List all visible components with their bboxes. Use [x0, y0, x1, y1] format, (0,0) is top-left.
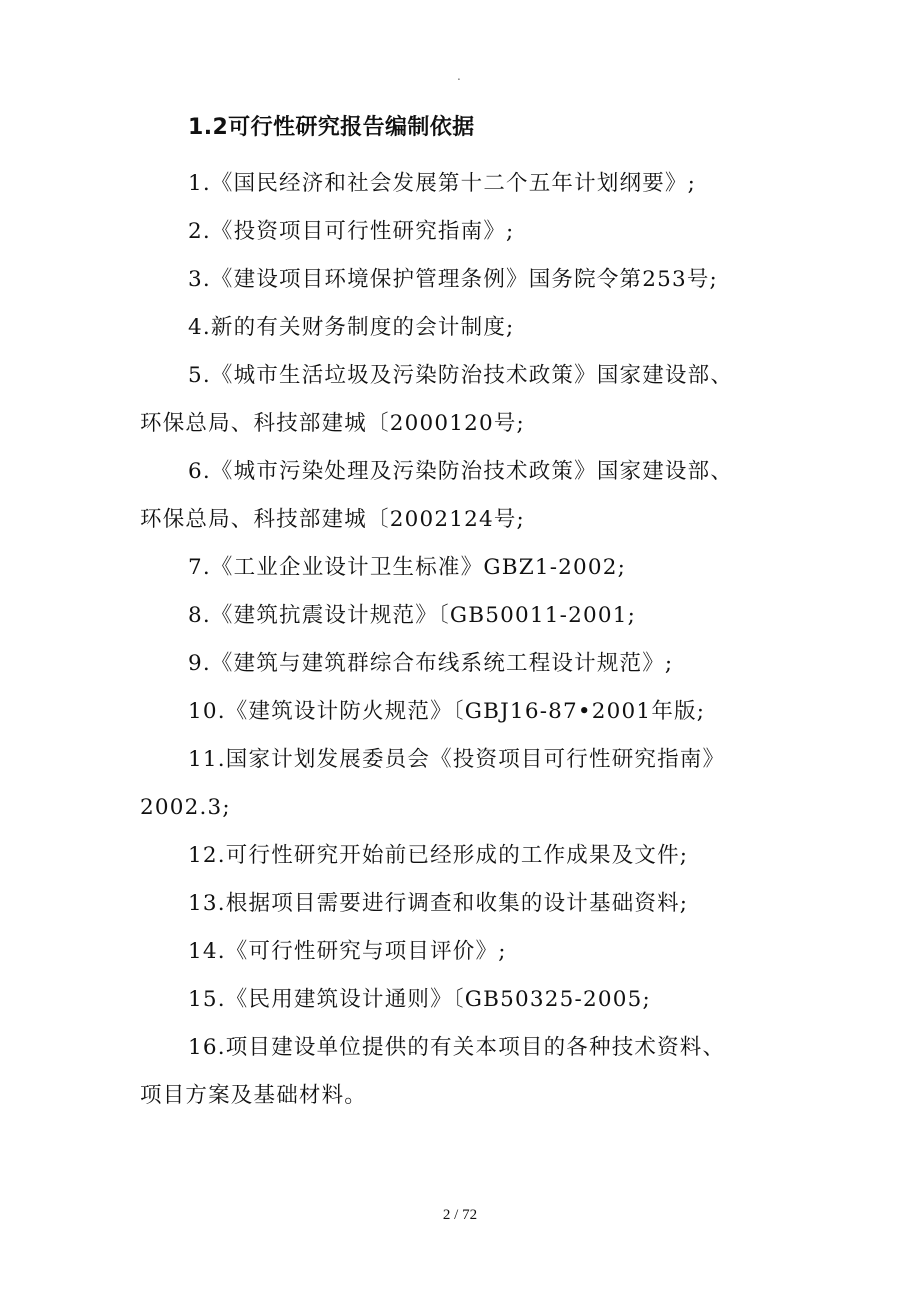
- list-item: 1.《国民经济和社会发展第十二个五年计划纲要》;: [188, 171, 697, 196]
- page-number: 2 / 72: [442, 1207, 478, 1223]
- list-item-line: 环保总局、科技部建城〔2002124号;: [140, 507, 525, 532]
- list-item: [140, 736, 780, 832]
- list-item: 8.《建筑抗震设计规范》〔GB50011-2001;: [188, 603, 637, 628]
- header-mark: .: [457, 69, 461, 83]
- list-item: 3.《建设项目环境保护管理条例》国务院令第253号;: [188, 267, 718, 292]
- reference-list: [140, 160, 780, 1120]
- list-item-line: 2002.3;: [140, 795, 231, 820]
- list-item: 7.《工业企业设计卫生标准》GBZ1-2002;: [188, 555, 627, 580]
- list-item-line: 6.《城市污染处理及污染防治技术政策》国家建设部、: [188, 459, 734, 484]
- list-item: 15.《民用建筑设计通则》〔GB50325-2005;: [188, 987, 651, 1012]
- list-item: 4.新的有关财务制度的会计制度;: [188, 315, 515, 340]
- list-item-line: 5.《城市生活垃圾及污染防治技术政策》国家建设部、: [188, 363, 734, 388]
- list-item-line: 16.项目建设单位提供的有关本项目的各种技术资料、: [188, 1035, 726, 1060]
- list-item-line: 11.国家计划发展委员会《投资项目可行性研究指南》: [188, 747, 726, 772]
- list-item: 12.可行性研究开始前已经形成的工作成果及文件;: [188, 843, 689, 868]
- list-item-line: 环保总局、科技部建城〔2000120号;: [140, 411, 525, 436]
- list-item: 9.《建筑与建筑群综合布线系统工程设计规范》;: [188, 651, 674, 676]
- list-item: 10.《建筑设计防火规范》〔GBJ16-87•2001年版;: [188, 699, 706, 724]
- section-title: 1.2可行性研究报告编制依据: [188, 115, 475, 140]
- list-item: 13.根据项目需要进行调查和收集的设计基础资料;: [188, 891, 689, 916]
- list-item: 2.《投资项目可行性研究指南》;: [188, 219, 515, 244]
- list-item: [140, 448, 780, 544]
- list-item: [140, 352, 780, 448]
- list-item-line: 项目方案及基础材料。: [140, 1083, 368, 1108]
- list-item: [140, 1024, 780, 1120]
- list-item: 14.《可行性研究与项目评价》;: [188, 939, 507, 964]
